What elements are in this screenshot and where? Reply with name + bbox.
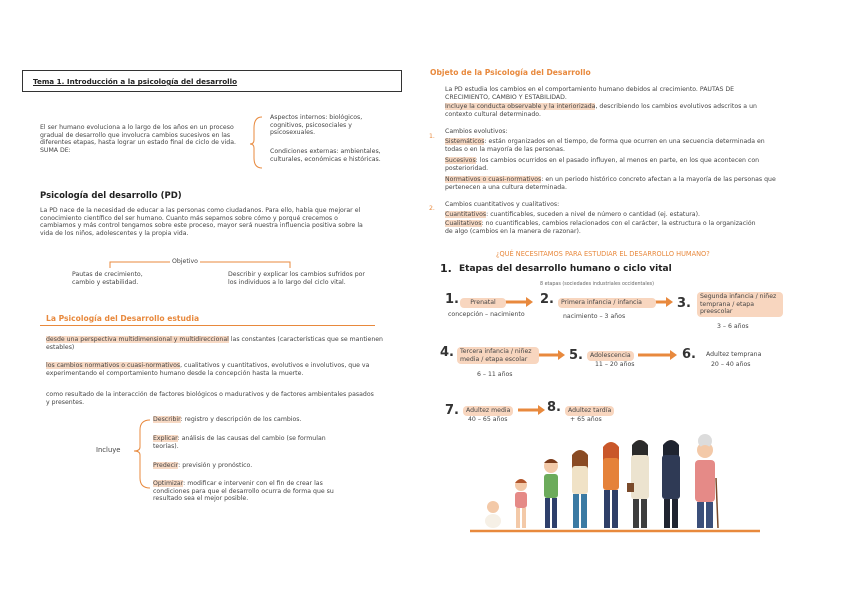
stages-heading: Etapas del desarrollo humano o ciclo vital: [459, 264, 672, 274]
object-text: La PD estudia los cambios en el comportamiento humano debidos al crecimiento. PAUTAS DE CRECIMIENTO, CAMBIO Y ESTABILIDAD.: [445, 86, 735, 101]
describir-hl: Describir: [153, 416, 181, 423]
figure-toddler-icon: [515, 479, 527, 528]
pd-heading: Psicología del desarrollo (PD): [40, 191, 182, 201]
stage-1-num: 1.: [445, 292, 459, 307]
object-heading: Objeto de la Psicología del Desarrollo: [430, 68, 591, 77]
suc-rest: : los cambios ocurridos en el pasado influyen, al menos en parte, en los que acontecen con posterioridad.: [445, 157, 760, 172]
figure-elder-icon: [695, 434, 718, 528]
figure-teen-icon: [572, 450, 588, 528]
stage-7-age: 40 – 65 años: [468, 416, 508, 423]
stage-1-name: Prenatal: [460, 298, 506, 308]
aspect-internal: Aspectos internos: biológicos, cognitivos, psicosociales y psicosexuales.: [270, 114, 363, 137]
stage-6-age: 20 – 40 años: [711, 361, 751, 368]
stage-3-name: Segunda infancia / niñez temprana / etapa preescolar: [697, 292, 783, 317]
objetivo-left: Pautas de crecimiento, cambio y estabilidad.: [72, 271, 143, 286]
stage-7-num: 7.: [445, 403, 459, 418]
pd-text: La PD nace de la necesidad de educar a las personas como ciudadanos. Para ello, había que mejorar el conocimiento científico del ser humano. Cuanto más sepamos sobre cómo y porqué crecemos o cambiamos y más control tengamos sobre este proceso, mayor será nuestra influencia positiva sobre la vida de los niños, adolescentes y la propia vida.: [40, 207, 363, 237]
optimizar-rest: : modificar e intervenir con el fin de crear las condiciones para que el desarrollo ocurra de forma que su resultado sea el mejor posible.: [153, 480, 334, 503]
question: ¿QUÉ NECESITAMOS PARA ESTUDIAR EL DESARROLLO HUMANO?: [496, 250, 710, 258]
intro-text: El ser humano evoluciona a lo largo de los años en un proceso gradual de desarrollo que involucra cambios sucesivos en las diferentes etapas, hasta lograr un estado final de ciclo de vida. SUMA DE:: [40, 124, 236, 154]
incluye-label: Incluye: [96, 446, 121, 454]
study-2-rest: , cualitativos y cuantitativos, evolutivos e involutivos, que va experimentando el comportamiento humano desde la concepción hasta la muerte.: [46, 362, 370, 377]
page-title: Tema 1. Introducción a la psicología del desarrollo: [33, 77, 238, 86]
predecir-hl: Predecir: [153, 462, 179, 469]
optimizar-hl: Optimizar: [153, 480, 184, 487]
stages-note: 8 etapas (sociedades industriales occidentales): [540, 282, 655, 287]
describir-rest: : registro y descripción de los cambios.: [180, 416, 302, 423]
stage-6-num: 6.: [682, 347, 696, 362]
predecir-rest: : previsión y pronóstico.: [178, 462, 253, 469]
sis-hl: Sistemáticos: [445, 138, 485, 145]
cual-hl: Cualitativos: [445, 220, 482, 227]
object-hl: Incluye la conducta observable y la interiorizada: [445, 103, 596, 110]
suc-hl: Sucesivos: [445, 157, 476, 164]
stage-6-name: Adultez temprana: [706, 351, 762, 358]
explicar-hl: Explicar: [153, 435, 178, 442]
n1: 1.: [429, 133, 435, 140]
stage-3-num: 3.: [677, 296, 691, 311]
figure-adult-icon: [627, 440, 649, 528]
stage-3-age: 3 – 6 años: [717, 323, 749, 330]
study-3: como resultado de la interacción de factores biológicos o madurativos y de factores ambientales pasados y presentes.: [46, 391, 374, 406]
stages-num: 1.: [440, 262, 452, 275]
stage-5-num: 5.: [569, 348, 583, 363]
figure-child-icon: [544, 459, 558, 528]
study-1-rest: las constantes (características que se mantienen estables): [46, 336, 383, 351]
figure-young-adult-icon: [603, 442, 619, 528]
figure-middle-age-icon: [662, 440, 680, 528]
stage-2-num: 2.: [540, 292, 554, 307]
cuan-rest: : cuantificables, suceden a nivel de número o cantidad (ej. estatura).: [486, 211, 700, 218]
aspect-external: Condiciones externas: ambientales, culturales, económicas e históricas.: [270, 148, 381, 163]
stage-4-age: 6 – 11 años: [477, 371, 513, 378]
stage-4-num: 4.: [440, 345, 454, 360]
stage-4-name: Tercera infancia / niñez media / etapa escolar: [457, 347, 539, 364]
stage-2-age: nacimiento – 3 años: [563, 313, 626, 320]
n2: 2.: [429, 205, 435, 212]
cual-rest: : no cuantificables, cambios relacionados con el carácter, la estructura o la organización de algo (cambios en la manera de razonar).: [445, 220, 756, 235]
stage-5-age: 11 – 20 años: [595, 361, 635, 368]
norm-hl: Normativos o cuasi-normativos: [445, 176, 542, 183]
study-1-highlight: desde una perspectiva multidimensional y multidireccional: [46, 336, 229, 343]
objetivo-right: Describir y explicar los cambios sufridos por los individuos a lo largo del ciclo vital.: [228, 271, 365, 286]
objetivo-label: Objetivo: [172, 258, 198, 265]
studies-heading: La Psicología del Desarrollo estudia: [46, 314, 200, 323]
norm-rest: : en un periodo histórico concreto afectan a la mayoría de las personas que pertenecen a una cultura determinada.: [445, 176, 776, 191]
stage-1-age: concepción – nacimiento: [448, 311, 525, 318]
stage-8-num: 8.: [547, 400, 561, 415]
cuan-hl: Cuantitativos: [445, 211, 487, 218]
stage-8-age: + 65 años: [570, 416, 602, 423]
explicar-rest: : análisis de las causas del cambio (se formulan teorías).: [153, 435, 326, 450]
stage-7-name: Adultez media: [463, 406, 513, 416]
figure-baby-icon: [485, 501, 501, 528]
stage-5-name: Adolescencia: [587, 351, 634, 361]
study-2-highlight: los cambios normativos o cuasi-normativos: [46, 362, 181, 369]
stage-2-name: Primera infancia / infancia: [558, 298, 656, 308]
sis-rest: : están organizados en el tiempo, de forma que ocurren en una secuencia determinada en todas o en la mayoría de las personas.: [445, 138, 765, 153]
cc-title: Cambios cuantitativos y cualitativos:: [445, 201, 560, 208]
object-rest: , describiendo los cambios evolutivos adscritos a un contexto cultural determinado.: [445, 103, 757, 118]
stage-8-name: Adultez tardía: [565, 406, 614, 416]
evo-title: Cambios evolutivos:: [445, 128, 508, 135]
